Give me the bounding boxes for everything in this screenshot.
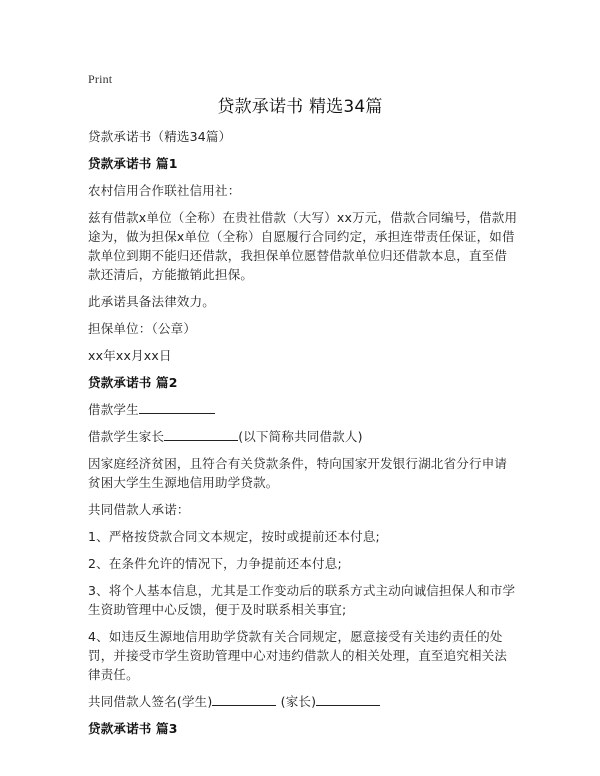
sign-label: 共同借款人签名(学生) <box>88 694 213 709</box>
student-label: 借款学生 <box>88 402 139 417</box>
parent-note: (以下简称共同借款人) <box>238 429 363 444</box>
section-heading-1: 贷款承诺书 篇1 <box>88 156 178 171</box>
blank-line <box>139 400 215 414</box>
subtitle: 贷款承诺书（精选34篇） <box>88 129 232 144</box>
list-item: 2、在条件允许的情况下，力争提前还本付息; <box>88 556 342 571</box>
sign-parent-label: (家长) <box>280 694 317 709</box>
paragraph: 因家庭经济贫困，且符合有关贷款条件，特向国家开发银行湖北省分行申请贫困大学生生源地信用助学贷款。 <box>88 456 508 490</box>
parent-label: 借款学生家长 <box>88 429 165 444</box>
list-item: 3、将个人基本信息，尤其是工作变动后的联系方式主动向诚信担保人和市学生资助管理中心反馈，便于及时联系相关事宜; <box>88 583 516 617</box>
paragraph: 农村信用合作联社信用社： <box>88 183 241 198</box>
signature-line <box>88 692 518 711</box>
blank-line <box>316 692 380 706</box>
paragraph: 担保单位：（公章） <box>88 321 197 336</box>
paragraph: 此承诺具备法律效力。 <box>88 294 216 309</box>
date-line: xx年xx月xx日 <box>88 348 172 363</box>
student-line <box>88 400 518 419</box>
list-item: 1、严格按贷款合同文本规定，按时或提前还本付息; <box>88 529 380 544</box>
blank-line <box>164 427 238 441</box>
blank-line <box>212 692 276 706</box>
section-heading-3: 贷款承诺书 篇3 <box>88 721 178 736</box>
page-title: 贷款承诺书 精选34篇 <box>217 97 383 117</box>
paragraph: 兹有借款x单位（全称）在贵社借款（大写）xx万元，借款合同编号，借款用途为，做为担保x单位（全称）自愿履行合同约定，承担连带责任保证，如借款单位到期不能归还借款，我担保单位愿替借款单位归还借款本息，直至借款还清后，方能撤销此担保。 <box>88 210 518 282</box>
print-label: Print <box>88 72 113 86</box>
list-item: 4、如违反生源地信用助学贷款有关合同规定，愿意接受有关违约责任的处罚，并接受市学生资助管理中心对违约借款人的相关处理，直至追究相关法律责任。 <box>88 629 508 682</box>
parent-line <box>88 427 518 446</box>
paragraph: 共同借款人承诺： <box>88 502 190 517</box>
section-heading-2: 贷款承诺书 篇2 <box>88 375 178 390</box>
